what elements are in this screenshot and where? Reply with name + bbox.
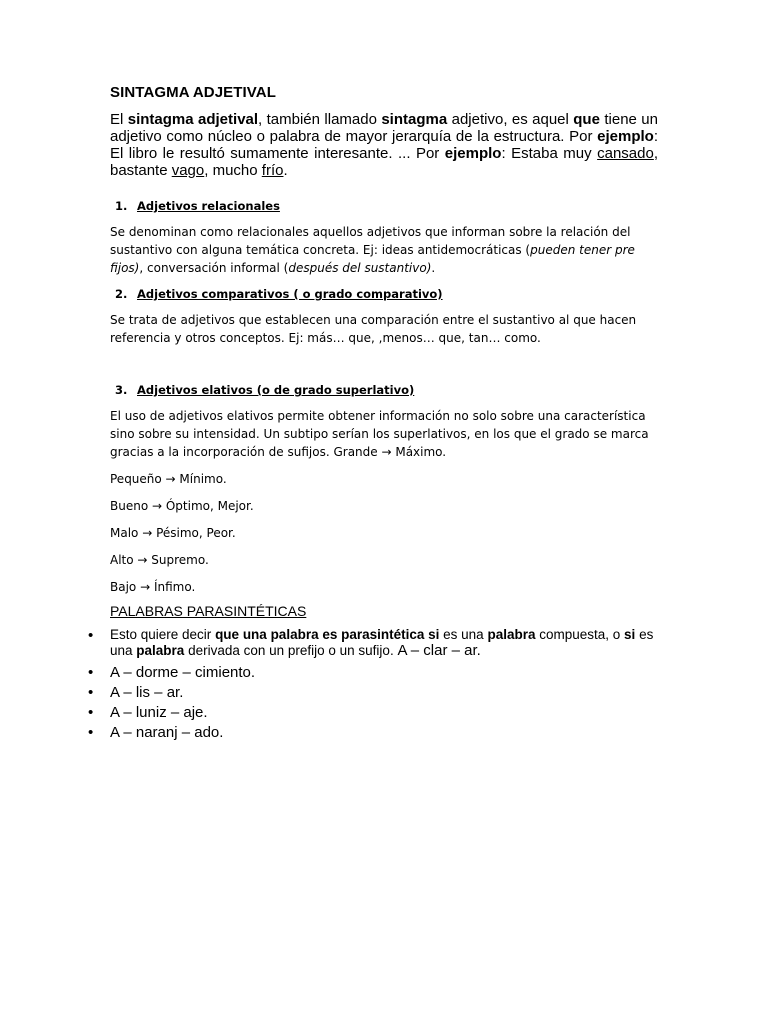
document-page xyxy=(88,84,658,743)
section-number: 2. xyxy=(115,287,128,301)
intro-underlined: vago xyxy=(171,162,205,179)
intro-text: . xyxy=(283,162,288,179)
intro-underlined: cansado xyxy=(597,145,654,162)
intro-bold: ejemplo xyxy=(444,145,502,162)
intro-bold: ejemplo xyxy=(597,128,654,145)
section-heading-elativos xyxy=(110,383,658,397)
section-paragraph-comparativos: Se trata de adjetivos que establecen una comparación entre el sustantivo al que hacen referencia y otros conceptos. Ej: más… que, ,menos… que, tan… como. xyxy=(110,313,637,345)
parasinteticas-list xyxy=(88,627,658,743)
item-text: A – dorme – cimiento. xyxy=(110,664,256,681)
intro-text: tiene un adjetivo como núcleo o palabra de mayor jerarquía de la estructura. Por xyxy=(110,111,658,145)
item-text: es una xyxy=(439,627,488,642)
intro-paragraph xyxy=(110,111,658,179)
bullet-icon: • xyxy=(88,724,94,741)
item-bold: si xyxy=(624,627,636,642)
intro-text: adjetivo, es aquel xyxy=(447,111,574,128)
example-line: Malo → Pésimo, Peor. xyxy=(110,526,236,540)
section-heading-text: Adjetivos relacionales xyxy=(137,199,280,213)
item-text: A – lis – ar. xyxy=(110,684,184,701)
section-heading-comparativos xyxy=(110,287,658,301)
example-line: Alto → Supremo. xyxy=(110,553,209,567)
section-paragraph-relacionales xyxy=(110,223,658,277)
intro-underlined: frío xyxy=(261,162,284,179)
item-text: A – luniz – aje. xyxy=(110,704,208,721)
parasinteticas-heading: PALABRAS PARASINTÉTICAS xyxy=(110,603,307,619)
paragraph-text: Se denominan como relacionales aquellos adjetivos que informan sobre la relación del sustantivo con alguna temática concreta. Ej: ideas antidemocráticas ( xyxy=(110,225,631,257)
intro-text: , mucho xyxy=(204,162,262,179)
bullet-icon: • xyxy=(88,704,94,721)
item-text: compuesta, o xyxy=(535,627,625,642)
section-heading-relacionales xyxy=(110,199,658,213)
paragraph-italic: pueden tener pre fijos) xyxy=(110,243,635,275)
section-heading-text: Adjetivos comparativos ( o grado comparativo) xyxy=(137,287,443,301)
example-line: Pequeño → Mínimo. xyxy=(110,472,227,486)
list-item xyxy=(88,703,658,723)
item-text: es una xyxy=(110,627,654,658)
intro-text: : Estaba muy xyxy=(501,145,598,162)
bullet-icon: • xyxy=(88,664,94,681)
section-paragraph-elativos: El uso de adjetivos elativos permite obtener información no solo sobre una característica sino sobre su intensidad. Un subtipo serían los superlativos, en los que el grado se marca gracias a la incorporación de sufijos. Grande → Máximo. xyxy=(110,409,649,459)
item-text: derivada con un prefijo o un sufijo. xyxy=(184,643,398,658)
intro-text: , también llamado xyxy=(258,111,382,128)
example-line: Bajo → Ínfimo. xyxy=(110,580,196,594)
item-text: Esto quiere decir xyxy=(110,627,216,642)
bullet-icon: • xyxy=(88,627,94,644)
intro-text: : El libro le resultó sumamente interesante. ... Por xyxy=(110,128,658,162)
item-bold: palabra xyxy=(136,643,185,658)
paragraph-italic: después del sustantivo) xyxy=(288,261,432,275)
intro-text: , bastante xyxy=(110,145,658,179)
intro-bold: sintagma xyxy=(381,111,448,128)
item-text: A – naranj – ado. xyxy=(110,724,224,741)
list-item xyxy=(88,683,658,703)
intro-bold: que xyxy=(573,111,600,128)
list-item xyxy=(88,723,658,743)
section-number: 3. xyxy=(115,383,128,397)
list-item xyxy=(88,663,658,683)
item-bold: que una palabra es parasintética si xyxy=(215,627,440,642)
intro-text: El xyxy=(110,111,128,128)
intro-bold: sintagma adjetival xyxy=(127,111,259,128)
item-example: A – clar – ar. xyxy=(397,642,481,659)
item-bold: palabra xyxy=(487,627,536,642)
list-item xyxy=(88,627,658,659)
paragraph-text: . xyxy=(431,261,436,275)
section-heading-text: Adjetivos elativos (o de grado superlativo) xyxy=(137,383,415,397)
example-line: Bueno → Óptimo, Mejor. xyxy=(110,499,254,513)
section-number: 1. xyxy=(115,199,128,213)
bullet-icon: • xyxy=(88,684,94,701)
document-title: SINTAGMA ADJETIVAL xyxy=(110,84,276,101)
paragraph-text: , conversación informal ( xyxy=(139,261,289,275)
